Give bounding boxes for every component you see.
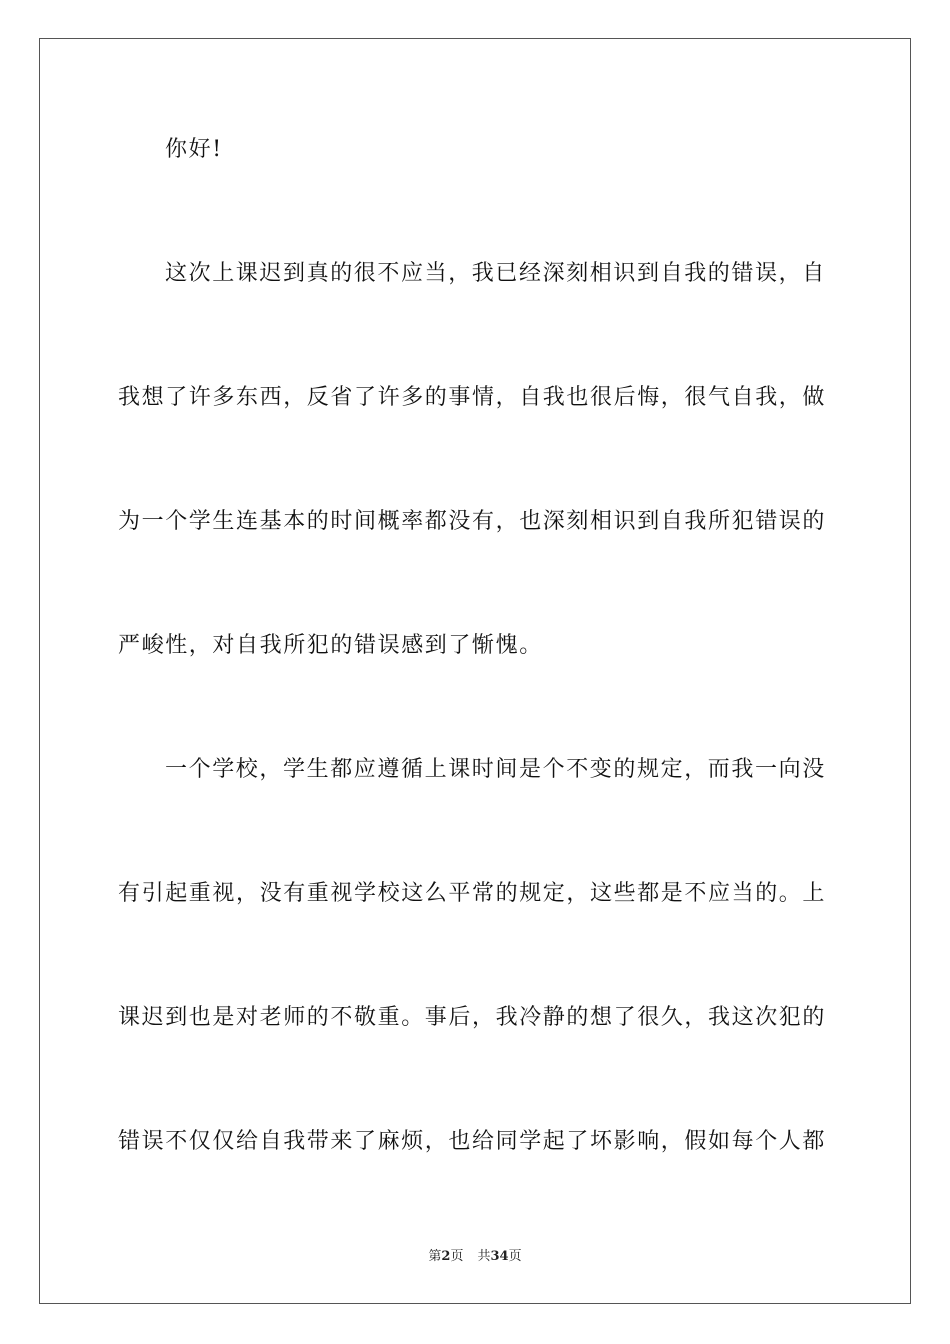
page-number: 2: [441, 1249, 451, 1264]
page-footer: [0, 1248, 950, 1266]
page-suffix: 页: [450, 1249, 464, 1264]
total-pages: 34: [490, 1249, 509, 1264]
paragraph-line: 严峻性，对自我所犯的错误感到了惭愧。: [118, 633, 543, 658]
paragraph-line: 课迟到也是对老师的不敬重。事后，我冷静的想了很久，我这次犯的: [118, 1005, 827, 1030]
page-prefix: 第: [428, 1249, 442, 1264]
paragraph-line: 一个学校，学生都应遵循上课时间是个不变的规定，而我一向没: [165, 757, 826, 782]
page-border: [39, 38, 911, 1304]
paragraph-line: 错误不仅仅给自我带来了麻烦，也给同学起了坏影响，假如每个人都: [118, 1129, 827, 1154]
paragraph-line: 我想了许多东西，反省了许多的事情，自我也很后悔，很气自我，做: [118, 385, 827, 410]
total-prefix: 共: [477, 1249, 491, 1264]
greeting-line: 你好!: [165, 137, 223, 162]
paragraph-line: 这次上课迟到真的很不应当，我已经深刻相识到自我的错误，自: [165, 261, 826, 286]
paragraph-line: 为一个学生连基本的时间概率都没有，也深刻相识到自我所犯错误的: [118, 509, 827, 534]
total-suffix: 页: [508, 1249, 522, 1264]
paragraph-line: 有引起重视，没有重视学校这么平常的规定，这些都是不应当的。上: [118, 881, 827, 906]
